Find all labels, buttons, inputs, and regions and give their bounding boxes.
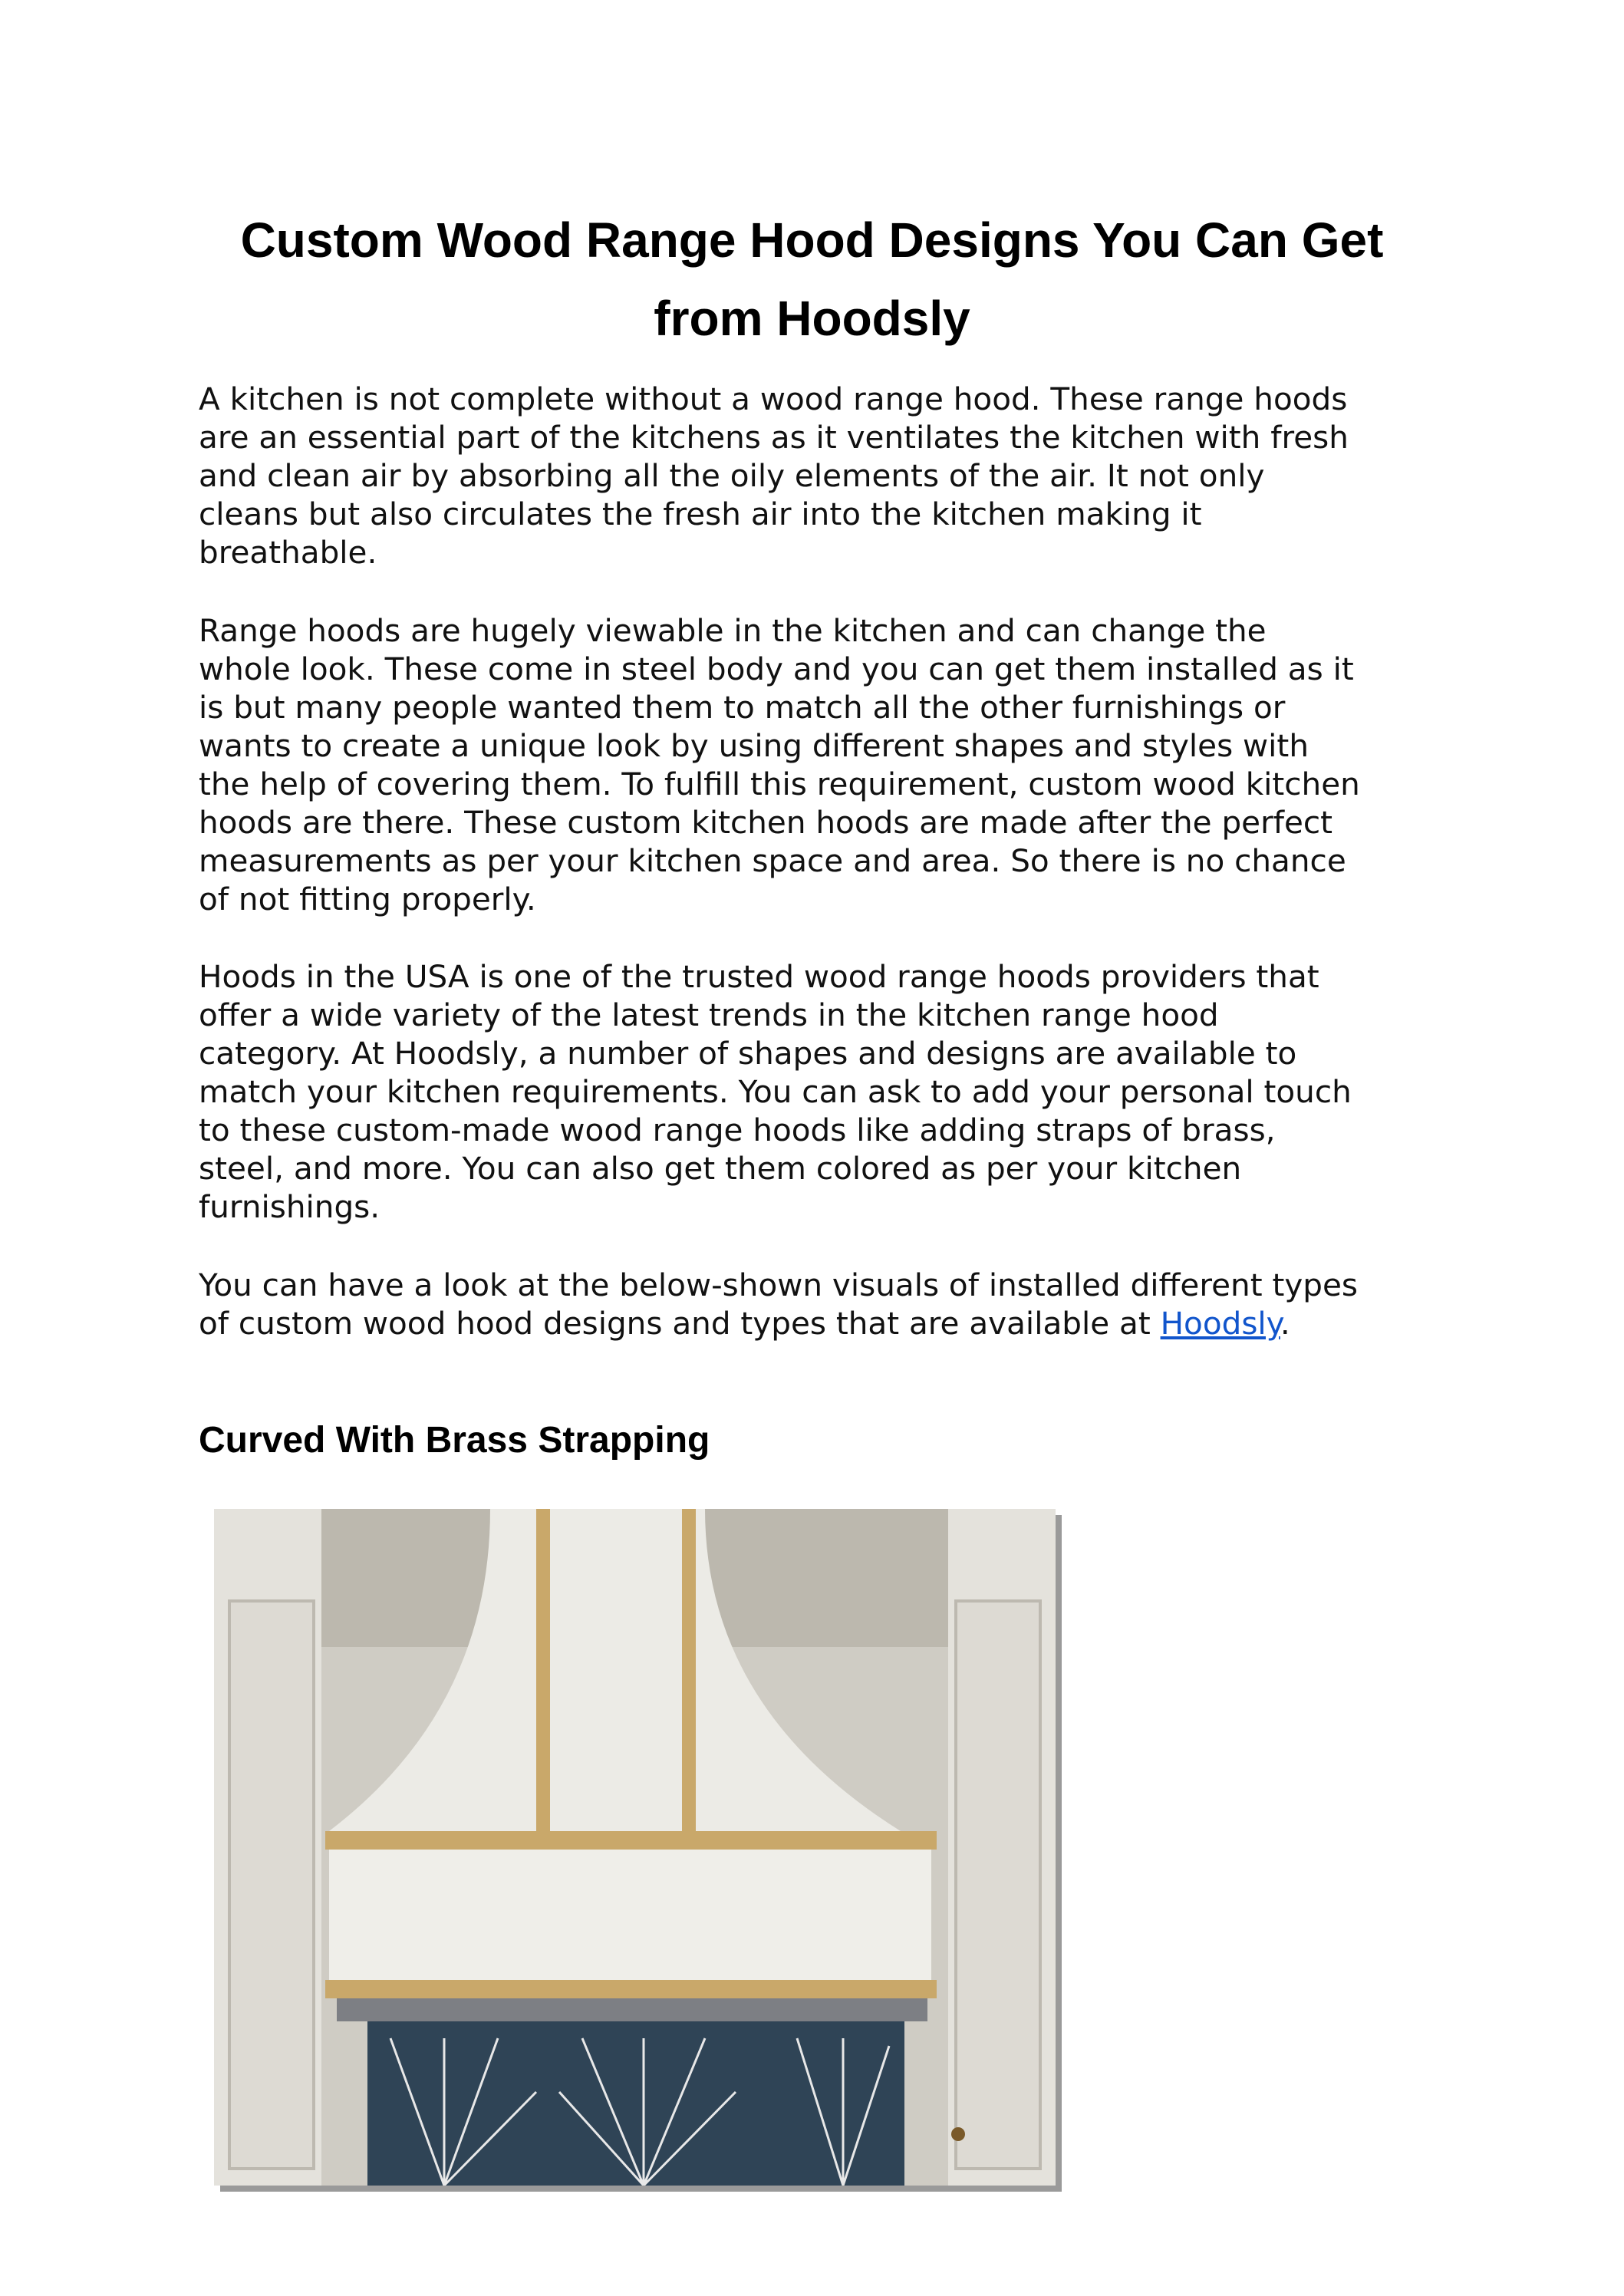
text-line: wants to create a unique look by using different shapes and styles with	[199, 727, 1309, 764]
text-line: are an essential part of the kitchens as it ventilates the kitchen with fresh	[199, 419, 1349, 456]
text-line: steel, and more. You can also get them colored as per your kitchen	[199, 1150, 1242, 1187]
text-span: .	[1280, 1305, 1290, 1342]
paragraph-range-hoods	[199, 611, 1360, 918]
hoodsly-link[interactable]: Hoodsly	[1160, 1305, 1280, 1342]
text-line: Range hoods are hugely viewable in the kitchen and can change the	[199, 612, 1267, 649]
title-line: Custom Wood Range Hood Designs You Can Get	[240, 212, 1384, 268]
text-line: match your kitchen requirements. You can ask to add your personal touch	[199, 1073, 1352, 1110]
text-line: furnishings.	[199, 1188, 380, 1225]
text-line: breathable.	[199, 534, 377, 571]
text-span: of custom wood hood designs and types that are available at	[199, 1305, 1161, 1342]
text-line: of not fitting properly.	[199, 881, 536, 917]
range-hood-photo	[214, 1509, 1056, 2186]
text-line: to these custom-made wood range hoods like adding straps of brass,	[199, 1112, 1276, 1148]
title-line: from Hoodsly	[654, 291, 970, 346]
paragraph-intro	[199, 380, 1349, 572]
text-line: whole look. These come in steel body and you can get them installed as it	[199, 651, 1354, 687]
text-line: category. At Hoodsly, a number of shapes and designs are available to	[199, 1035, 1297, 1072]
text-line: hoods are there. These custom kitchen hoods are made after the perfect	[199, 804, 1333, 841]
text-line: You can have a look at the below-shown visuals of installed different types	[199, 1267, 1359, 1303]
text-line: is but many people wanted them to match all the other furnishings or	[199, 689, 1286, 726]
text-line: the help of covering them. To fulfill this requirement, custom wood kitchen	[199, 766, 1360, 802]
text-line: measurements as per your kitchen space and area. So there is no chance	[199, 842, 1346, 879]
section-heading: Curved With Brass Strapping	[199, 1420, 710, 1461]
text-line: A kitchen is not complete without a wood range hood. These range hoods	[199, 380, 1348, 417]
page-title	[0, 201, 1624, 357]
text-line: and clean air by absorbing all the oily elements of the air. It not only	[199, 457, 1265, 494]
text-line: cleans but also circulates the fresh air into the kitchen making it	[199, 496, 1202, 532]
paragraph-visuals	[199, 1266, 1358, 1342]
range-hood-illustration	[214, 1509, 1056, 2186]
text-line: offer a wide variety of the latest trends in the kitchen range hood	[199, 996, 1219, 1033]
text-line: Hoods in the USA is one of the trusted wood range hoods providers that	[199, 958, 1319, 995]
paragraph-hoodsly	[199, 957, 1352, 1226]
text-line	[199, 1304, 1358, 1342]
